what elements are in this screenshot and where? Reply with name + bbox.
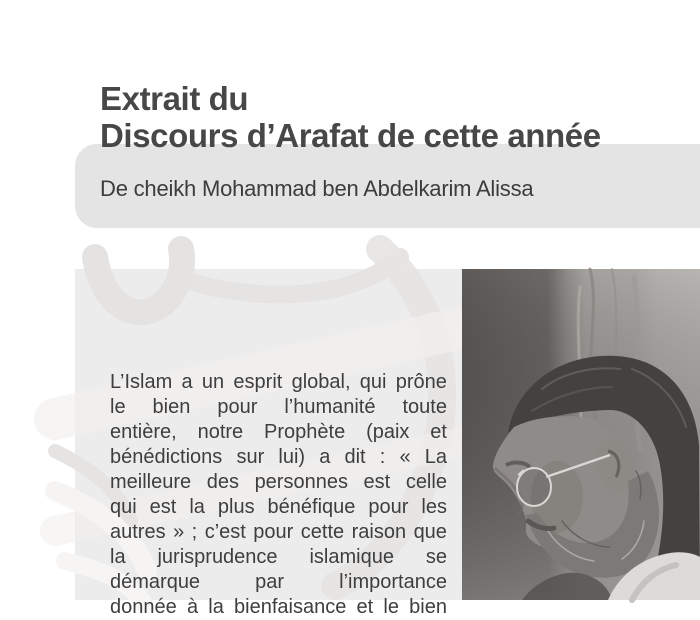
paragraph-line: qui est la plus bénéfique pour les — [110, 496, 447, 518]
page-subtitle: De cheikh Mohammad ben Abdelkarim Alissa — [100, 176, 534, 201]
paragraph-line: L’Islam a un esprit global, qui prône — [110, 371, 447, 393]
paragraph-line: démarque par l’importance — [110, 571, 447, 593]
paragraph-line: meilleure des personnes est celle — [110, 471, 447, 493]
article-paragraph — [110, 370, 447, 620]
cheikh-photo-illustration — [462, 269, 700, 600]
page-title-line-2: Discours d’Arafat de cette année — [100, 117, 601, 154]
paragraph-line: la jurisprudence islamique se — [110, 546, 447, 568]
page-title — [100, 80, 601, 154]
paragraph-line: bénédictions sur lui) a dit : « La — [110, 446, 447, 468]
paragraph-line: autres » ; c’est pour cette raison que — [110, 521, 447, 543]
paragraph-line: entière, notre Prophète (paix et — [110, 421, 447, 443]
paragraph-line: le bien pour l’humanité toute — [110, 396, 447, 418]
cheikh-photo — [462, 269, 700, 600]
paragraph-line-clipped: donnée à la bienfaisance et le bien — [110, 596, 447, 618]
page-title-line-1: Extrait du — [100, 80, 249, 117]
